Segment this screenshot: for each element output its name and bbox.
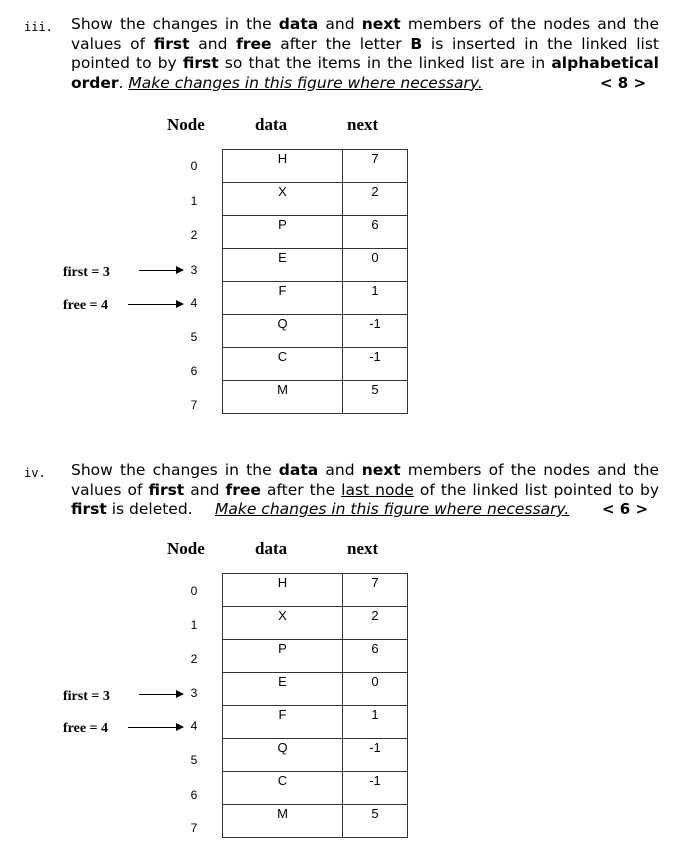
- next-cell[interactable]: 7: [343, 150, 408, 183]
- question-text: Show the changes in the data and next members of the nodes and the values of first and free after the last node of the linked list pointed to by first is deleted.: [71, 461, 660, 518]
- first-pointer-label: first = 3: [63, 689, 110, 704]
- next-cell[interactable]: 2: [343, 183, 408, 216]
- node-index: 2: [190, 652, 198, 666]
- free-arrow: [128, 727, 183, 728]
- free-pointer-label: free = 4: [63, 298, 109, 313]
- node-index: 6: [190, 364, 198, 378]
- next-cell[interactable]: 6: [343, 216, 408, 249]
- instruction-text: Make changes in this figure where necessary.: [128, 73, 483, 92]
- next-cell[interactable]: 1: [343, 706, 408, 739]
- next-cell[interactable]: 5: [343, 805, 408, 838]
- data-cell[interactable]: H: [223, 150, 343, 183]
- node-index: 4: [190, 296, 198, 310]
- header-data: data: [255, 539, 288, 558]
- free-arrow: [128, 304, 183, 305]
- node-index: 4: [190, 719, 198, 733]
- data-cell[interactable]: E: [223, 249, 343, 282]
- node-index: 6: [190, 788, 198, 802]
- node-index: 7: [190, 398, 198, 412]
- first-arrow: [139, 270, 183, 271]
- node-index: 0: [190, 584, 198, 598]
- table-row: [223, 706, 408, 739]
- table-row: [223, 739, 408, 772]
- next-cell[interactable]: 6: [343, 640, 408, 673]
- data-cell[interactable]: C: [223, 772, 343, 805]
- data-cell[interactable]: X: [223, 183, 343, 216]
- table-row: [223, 216, 408, 249]
- data-cell[interactable]: H: [223, 574, 343, 607]
- data-cell[interactable]: P: [223, 640, 343, 673]
- node-index: 0: [190, 159, 198, 173]
- table-row: [223, 183, 408, 216]
- next-cell[interactable]: -1: [343, 739, 408, 772]
- first-pointer-label: first = 3: [63, 265, 110, 280]
- table-row: [223, 640, 408, 673]
- node-index: 5: [190, 330, 198, 344]
- next-cell[interactable]: 5: [343, 381, 408, 414]
- node-index: 1: [190, 618, 198, 632]
- data-cell[interactable]: Q: [223, 315, 343, 348]
- next-cell[interactable]: -1: [343, 315, 408, 348]
- node-index: 3: [190, 263, 198, 277]
- next-cell[interactable]: 0: [343, 673, 408, 706]
- data-cell[interactable]: E: [223, 673, 343, 706]
- data-cell[interactable]: M: [223, 381, 343, 414]
- next-cell[interactable]: 1: [343, 282, 408, 315]
- question-label: iii.: [24, 20, 53, 34]
- node-table: [222, 573, 408, 838]
- table-row: [223, 150, 408, 183]
- header-node: Node: [167, 539, 205, 558]
- data-cell[interactable]: F: [223, 706, 343, 739]
- next-cell[interactable]: 2: [343, 607, 408, 640]
- table-row: [223, 282, 408, 315]
- next-cell[interactable]: -1: [343, 348, 408, 381]
- table-row: [223, 315, 408, 348]
- question-label: iv.: [24, 466, 46, 480]
- node-index: 3: [190, 686, 198, 700]
- node-index: 5: [190, 753, 198, 767]
- data-cell[interactable]: Q: [223, 739, 343, 772]
- node-index: 7: [190, 821, 198, 835]
- table-row: [223, 348, 408, 381]
- next-cell[interactable]: -1: [343, 772, 408, 805]
- instruction-text: Make changes in this figure where necessary.: [215, 500, 570, 518]
- data-cell[interactable]: P: [223, 216, 343, 249]
- node-index: 1: [190, 194, 198, 208]
- header-node: Node: [167, 115, 205, 134]
- marks-badge: < 6 >: [602, 500, 649, 518]
- data-cell[interactable]: X: [223, 607, 343, 640]
- next-cell[interactable]: 7: [343, 574, 408, 607]
- node-index: 2: [190, 228, 198, 242]
- table-row: [223, 381, 408, 414]
- data-cell[interactable]: M: [223, 805, 343, 838]
- first-arrow: [139, 694, 183, 695]
- data-cell[interactable]: C: [223, 348, 343, 381]
- header-next: next: [347, 539, 379, 558]
- next-cell[interactable]: 0: [343, 249, 408, 282]
- free-pointer-label: free = 4: [63, 721, 109, 736]
- table-row: [223, 249, 408, 282]
- header-next: next: [347, 115, 379, 134]
- header-data: data: [255, 115, 288, 134]
- table-row: [223, 673, 408, 706]
- table-row: [223, 805, 408, 838]
- marks-badge: < 8 >: [600, 74, 647, 92]
- table-row: [223, 574, 408, 607]
- data-cell[interactable]: F: [223, 282, 343, 315]
- table-row: [223, 607, 408, 640]
- question-text: Show the changes in the data and next members of the nodes and the values of first and free after the letter B is inserted in the linked list pointed to by first so that the items in the linked list are in alphabetical order. Make changes in this figure where necessary.: [71, 15, 659, 92]
- node-table: [222, 149, 408, 414]
- table-row: [223, 772, 408, 805]
